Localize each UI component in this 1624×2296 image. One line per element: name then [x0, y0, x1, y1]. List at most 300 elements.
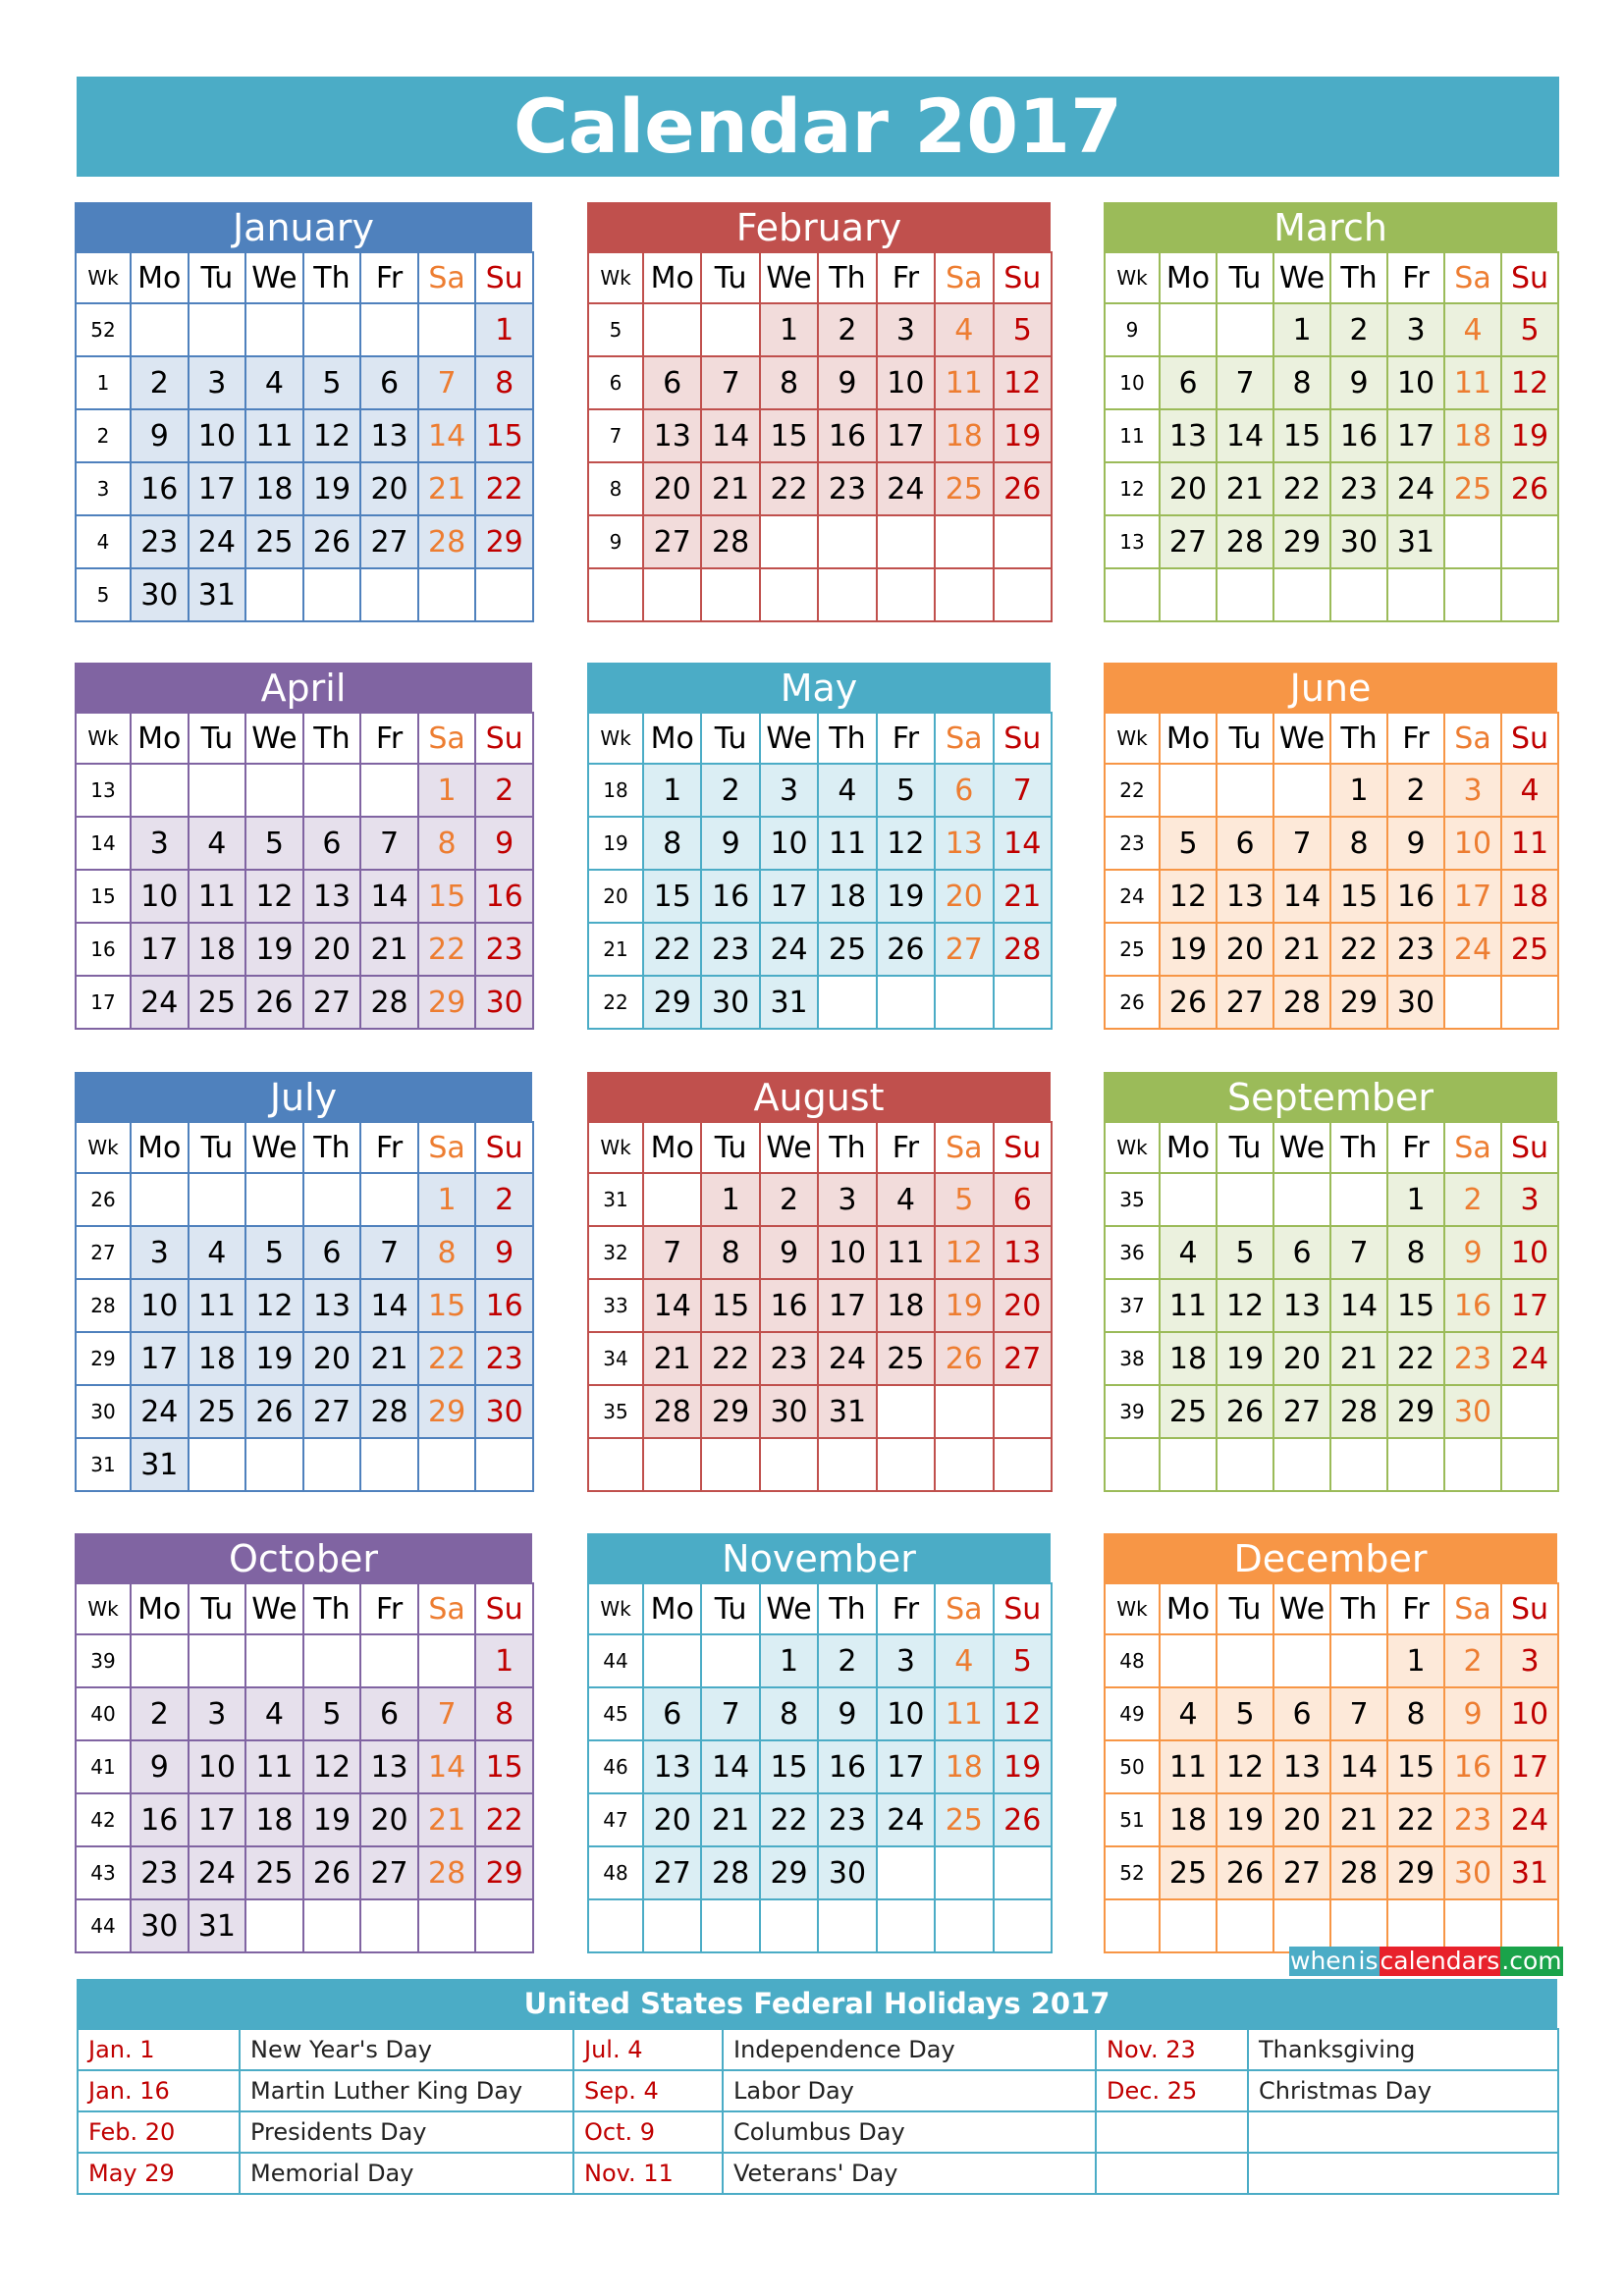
day-cell: 14: [994, 817, 1052, 870]
day-cell: [994, 1385, 1052, 1438]
day-cell: 19: [935, 1279, 993, 1332]
weekday-label: Th: [303, 252, 361, 303]
day-cell: 15: [475, 1740, 533, 1793]
day-cell: 16: [818, 1740, 876, 1793]
day-cell: 21: [1217, 462, 1273, 515]
day-cell: 4: [877, 1173, 935, 1226]
week-row: [588, 764, 1052, 817]
day-cell: [818, 568, 876, 621]
day-cell: 21: [360, 1332, 418, 1385]
week-row: [588, 1740, 1052, 1793]
day-cell: 2: [131, 1687, 189, 1740]
day-cell: 23: [475, 923, 533, 976]
day-cell: 29: [475, 1846, 533, 1899]
week-number: 46: [588, 1740, 643, 1793]
weekday-label: Th: [1330, 1583, 1387, 1634]
weekday-header-row: [76, 713, 533, 764]
weekday-label: Su: [1501, 1122, 1558, 1173]
day-cell: 29: [418, 976, 476, 1029]
month-may: [587, 663, 1051, 1030]
week-number: 28: [76, 1279, 131, 1332]
week-number: 15: [76, 870, 131, 923]
day-cell: 2: [818, 303, 876, 356]
week-row: [1105, 817, 1558, 870]
day-cell: 24: [818, 1332, 876, 1385]
week-row: [1105, 1634, 1558, 1687]
day-cell: 27: [1160, 515, 1217, 568]
day-cell: 4: [1501, 764, 1558, 817]
day-cell: 26: [1160, 976, 1217, 1029]
weekday-label: Mo: [131, 713, 189, 764]
day-cell: [1330, 1173, 1387, 1226]
day-cell: [360, 764, 418, 817]
day-cell: 18: [818, 870, 876, 923]
day-cell: 23: [818, 1793, 876, 1846]
weekday-label: Fr: [1387, 1122, 1444, 1173]
day-cell: 2: [760, 1173, 818, 1226]
week-number: 22: [588, 976, 643, 1029]
month-april: [75, 663, 532, 1030]
day-cell: [418, 568, 476, 621]
week-row: [588, 1846, 1052, 1899]
month-title: December: [1104, 1533, 1557, 1582]
page-title: Calendar 2017: [77, 77, 1559, 177]
day-cell: [1444, 515, 1501, 568]
weekday-label: Fr: [1387, 713, 1444, 764]
day-cell: 5: [1217, 1226, 1273, 1279]
day-cell: 9: [131, 409, 189, 462]
day-cell: 8: [418, 817, 476, 870]
day-cell: 20: [994, 1279, 1052, 1332]
weekday-label: Th: [1330, 1122, 1387, 1173]
week-number: 39: [1105, 1385, 1160, 1438]
day-cell: [1273, 1438, 1330, 1491]
weekday-label: Sa: [935, 1122, 993, 1173]
day-cell: 4: [1444, 303, 1501, 356]
weekday-label: Su: [994, 1583, 1052, 1634]
month-title: April: [75, 663, 532, 712]
day-cell: 21: [994, 870, 1052, 923]
day-cell: 30: [1444, 1846, 1501, 1899]
week-row: [588, 1173, 1052, 1226]
day-cell: [877, 568, 935, 621]
weekday-label: Th: [303, 713, 361, 764]
day-cell: 18: [935, 409, 993, 462]
day-cell: [1501, 1438, 1558, 1491]
week-row: [588, 1438, 1052, 1491]
weekday-label: Tu: [1217, 252, 1273, 303]
day-cell: 29: [1387, 1846, 1444, 1899]
week-number: 19: [588, 817, 643, 870]
day-cell: 26: [1217, 1385, 1273, 1438]
day-cell: 12: [994, 1687, 1052, 1740]
day-cell: [701, 1634, 759, 1687]
day-cell: 10: [131, 870, 189, 923]
day-cell: 22: [701, 1332, 759, 1385]
holiday-row: [78, 2153, 1558, 2194]
day-cell: 12: [245, 1279, 303, 1332]
day-cell: [1217, 568, 1273, 621]
month-title: October: [75, 1533, 532, 1582]
holidays-title: United States Federal Holidays 2017: [77, 1979, 1557, 2028]
day-cell: 7: [643, 1226, 701, 1279]
day-cell: 13: [1160, 409, 1217, 462]
weekday-header-row: [1105, 1122, 1558, 1173]
day-cell: [935, 976, 993, 1029]
day-cell: [131, 1634, 189, 1687]
day-cell: 3: [1444, 764, 1501, 817]
day-cell: 9: [701, 817, 759, 870]
day-cell: 30: [1330, 515, 1387, 568]
weekday-label: Wk: [76, 1122, 131, 1173]
weekday-label: Mo: [643, 713, 701, 764]
weekday-label: Th: [818, 1583, 876, 1634]
day-cell: 25: [1501, 923, 1558, 976]
week-row: [588, 356, 1052, 409]
day-cell: [475, 1899, 533, 1952]
day-cell: [760, 515, 818, 568]
day-cell: [418, 303, 476, 356]
holidays-panel: [77, 1979, 1557, 2195]
day-cell: 23: [1444, 1332, 1501, 1385]
day-cell: 23: [1330, 462, 1387, 515]
holiday-date: Feb. 20: [78, 2111, 240, 2153]
weekday-label: Sa: [1444, 713, 1501, 764]
day-cell: 21: [701, 1793, 759, 1846]
day-cell: [189, 1438, 246, 1491]
day-cell: 9: [760, 1226, 818, 1279]
day-cell: 30: [131, 568, 189, 621]
weekday-header-row: [588, 252, 1052, 303]
holiday-name: [1248, 2111, 1558, 2153]
weekday-label: Su: [475, 1122, 533, 1173]
day-cell: 5: [245, 1226, 303, 1279]
day-cell: 5: [1501, 303, 1558, 356]
day-cell: [189, 1173, 246, 1226]
day-cell: [131, 1173, 189, 1226]
day-cell: 16: [475, 870, 533, 923]
day-cell: [418, 1899, 476, 1952]
week-row: [588, 462, 1052, 515]
day-cell: 20: [360, 1793, 418, 1846]
week-number: 22: [1105, 764, 1160, 817]
weekday-label: Th: [818, 252, 876, 303]
day-cell: [1160, 1173, 1217, 1226]
day-cell: 10: [1444, 817, 1501, 870]
day-cell: 18: [1160, 1793, 1217, 1846]
day-cell: 14: [701, 1740, 759, 1793]
day-cell: 21: [1273, 923, 1330, 976]
day-cell: 24: [877, 1793, 935, 1846]
day-cell: 3: [818, 1173, 876, 1226]
week-number: 8: [588, 462, 643, 515]
month-august: [587, 1072, 1051, 1492]
week-row: [1105, 1332, 1558, 1385]
weekday-label: We: [760, 1122, 818, 1173]
day-cell: [1501, 976, 1558, 1029]
day-cell: [1387, 1899, 1444, 1952]
day-cell: 31: [189, 1899, 246, 1952]
week-row: [76, 1226, 533, 1279]
day-cell: 5: [245, 817, 303, 870]
month-october: [75, 1533, 532, 1953]
day-cell: 10: [189, 409, 246, 462]
watermark-part-is: is: [1358, 1947, 1379, 1975]
week-row: [76, 356, 533, 409]
weekday-label: Fr: [360, 1122, 418, 1173]
weekday-label: Mo: [1160, 1583, 1217, 1634]
day-cell: 19: [994, 409, 1052, 462]
day-cell: [935, 1846, 993, 1899]
week-row: [76, 1846, 533, 1899]
day-cell: 19: [245, 1332, 303, 1385]
day-cell: [1330, 1438, 1387, 1491]
week-number: 18: [588, 764, 643, 817]
day-cell: 2: [131, 356, 189, 409]
day-cell: [131, 764, 189, 817]
weekday-label: Wk: [588, 1122, 643, 1173]
day-cell: 1: [1330, 764, 1387, 817]
weekday-label: Tu: [189, 252, 246, 303]
week-number: [588, 1899, 643, 1952]
week-row: [1105, 1793, 1558, 1846]
watermark: [1289, 1947, 1563, 1976]
weekday-label: Th: [818, 713, 876, 764]
day-cell: 28: [360, 1385, 418, 1438]
day-cell: 1: [760, 303, 818, 356]
day-cell: [760, 1899, 818, 1952]
week-number: 36: [1105, 1226, 1160, 1279]
day-cell: 26: [245, 1385, 303, 1438]
week-number: 31: [588, 1173, 643, 1226]
week-row: [588, 1687, 1052, 1740]
day-cell: [701, 1899, 759, 1952]
day-cell: 8: [475, 356, 533, 409]
day-cell: 18: [189, 1332, 246, 1385]
day-cell: 10: [1387, 356, 1444, 409]
day-cell: 24: [1501, 1332, 1558, 1385]
day-cell: 4: [935, 1634, 993, 1687]
day-cell: 17: [877, 1740, 935, 1793]
day-cell: 17: [189, 462, 246, 515]
day-cell: 30: [475, 1385, 533, 1438]
day-cell: 28: [360, 976, 418, 1029]
day-cell: 11: [1444, 356, 1501, 409]
day-cell: [418, 1438, 476, 1491]
day-cell: [701, 1438, 759, 1491]
week-number: 9: [1105, 303, 1160, 356]
day-cell: [701, 303, 759, 356]
day-cell: 17: [131, 923, 189, 976]
day-cell: [1444, 976, 1501, 1029]
day-cell: 18: [877, 1279, 935, 1332]
day-cell: [475, 1438, 533, 1491]
weekday-label: Fr: [877, 713, 935, 764]
day-cell: [994, 976, 1052, 1029]
day-cell: 9: [818, 356, 876, 409]
week-number: 49: [1105, 1687, 1160, 1740]
weekday-header-row: [588, 713, 1052, 764]
day-cell: 22: [1273, 462, 1330, 515]
day-cell: 6: [643, 1687, 701, 1740]
day-cell: [1160, 568, 1217, 621]
week-number: 35: [1105, 1173, 1160, 1226]
weekday-label: Mo: [643, 252, 701, 303]
holiday-date: Jan. 16: [78, 2070, 240, 2111]
weekday-label: Su: [994, 1122, 1052, 1173]
holiday-date: [1096, 2153, 1248, 2194]
day-cell: 7: [994, 764, 1052, 817]
weekday-label: We: [1273, 252, 1330, 303]
day-cell: [1160, 1634, 1217, 1687]
week-number: 29: [76, 1332, 131, 1385]
day-cell: 31: [131, 1438, 189, 1491]
weekday-label: Fr: [1387, 252, 1444, 303]
day-cell: 19: [1160, 923, 1217, 976]
day-cell: [303, 568, 361, 621]
weekday-header-row: [1105, 1583, 1558, 1634]
day-cell: [131, 303, 189, 356]
day-cell: 28: [1330, 1385, 1387, 1438]
weekday-label: Tu: [189, 1583, 246, 1634]
day-cell: 16: [760, 1279, 818, 1332]
day-cell: 9: [1330, 356, 1387, 409]
day-cell: 29: [1330, 976, 1387, 1029]
day-cell: 11: [877, 1226, 935, 1279]
day-cell: 15: [760, 409, 818, 462]
week-number: 3: [76, 462, 131, 515]
week-row: [588, 515, 1052, 568]
day-cell: 28: [418, 1846, 476, 1899]
day-cell: 2: [818, 1634, 876, 1687]
day-cell: 8: [1387, 1226, 1444, 1279]
holiday-date: Jan. 1: [78, 2029, 240, 2070]
day-cell: 1: [1387, 1173, 1444, 1226]
week-number: [588, 568, 643, 621]
weekday-label: Mo: [1160, 713, 1217, 764]
weekday-label: Mo: [643, 1583, 701, 1634]
day-cell: [245, 303, 303, 356]
day-cell: 10: [1501, 1687, 1558, 1740]
day-cell: 25: [1160, 1385, 1217, 1438]
day-cell: 11: [245, 1740, 303, 1793]
day-cell: 18: [935, 1740, 993, 1793]
day-cell: 4: [189, 817, 246, 870]
weekday-label: Tu: [701, 252, 759, 303]
week-row: [76, 976, 533, 1029]
day-cell: 24: [189, 515, 246, 568]
day-cell: [818, 1438, 876, 1491]
day-cell: [935, 515, 993, 568]
day-cell: [1501, 568, 1558, 621]
day-cell: 21: [643, 1332, 701, 1385]
day-cell: 4: [1160, 1687, 1217, 1740]
day-cell: 28: [994, 923, 1052, 976]
day-cell: 14: [418, 409, 476, 462]
day-cell: [994, 568, 1052, 621]
day-cell: 4: [935, 303, 993, 356]
day-cell: 7: [701, 356, 759, 409]
day-cell: 1: [418, 764, 476, 817]
week-row: [1105, 764, 1558, 817]
week-row: [1105, 1846, 1558, 1899]
day-cell: [1217, 1899, 1273, 1952]
day-cell: 22: [643, 923, 701, 976]
day-cell: 24: [1444, 923, 1501, 976]
day-cell: [994, 1899, 1052, 1952]
day-cell: 14: [360, 1279, 418, 1332]
day-cell: 12: [994, 356, 1052, 409]
week-number: 52: [1105, 1846, 1160, 1899]
day-cell: 6: [360, 1687, 418, 1740]
day-cell: 18: [189, 923, 246, 976]
day-cell: 20: [935, 870, 993, 923]
day-cell: [1387, 1438, 1444, 1491]
day-cell: [1501, 515, 1558, 568]
day-cell: [994, 1438, 1052, 1491]
week-row: [588, 923, 1052, 976]
day-cell: 6: [643, 356, 701, 409]
weekday-label: Sa: [418, 1122, 476, 1173]
day-cell: 1: [1387, 1634, 1444, 1687]
holiday-row: [78, 2029, 1558, 2070]
day-cell: 16: [1444, 1740, 1501, 1793]
week-row: [76, 1687, 533, 1740]
day-cell: 13: [994, 1226, 1052, 1279]
day-cell: 29: [1387, 1385, 1444, 1438]
week-number: 50: [1105, 1740, 1160, 1793]
day-cell: 30: [131, 1899, 189, 1952]
week-number: 1: [76, 356, 131, 409]
day-cell: [760, 568, 818, 621]
month-title: November: [587, 1533, 1051, 1582]
week-row: [588, 870, 1052, 923]
holiday-date: Dec. 25: [1096, 2070, 1248, 2111]
week-row: [1105, 568, 1558, 621]
day-cell: [1160, 1899, 1217, 1952]
day-cell: 19: [1217, 1332, 1273, 1385]
week-number: 5: [588, 303, 643, 356]
day-cell: 9: [1387, 817, 1444, 870]
weekday-label: Tu: [1217, 1122, 1273, 1173]
day-cell: 19: [994, 1740, 1052, 1793]
week-number: 42: [76, 1793, 131, 1846]
day-cell: [818, 1899, 876, 1952]
day-cell: 15: [418, 870, 476, 923]
day-cell: [1160, 303, 1217, 356]
weekday-label: Su: [475, 713, 533, 764]
day-cell: 19: [245, 923, 303, 976]
day-cell: [1273, 568, 1330, 621]
day-cell: 20: [1273, 1332, 1330, 1385]
day-cell: 23: [1444, 1793, 1501, 1846]
day-cell: 8: [701, 1226, 759, 1279]
day-cell: 3: [760, 764, 818, 817]
day-cell: 11: [1501, 817, 1558, 870]
month-title: January: [75, 202, 532, 251]
holidays-table: [77, 2028, 1559, 2195]
day-cell: 20: [1160, 462, 1217, 515]
day-cell: 9: [475, 1226, 533, 1279]
week-number: 38: [1105, 1332, 1160, 1385]
day-cell: 5: [994, 303, 1052, 356]
day-cell: 6: [1273, 1687, 1330, 1740]
week-row: [76, 1279, 533, 1332]
day-cell: 21: [701, 462, 759, 515]
weekday-label: Fr: [360, 1583, 418, 1634]
day-cell: 18: [245, 462, 303, 515]
day-cell: 6: [360, 356, 418, 409]
